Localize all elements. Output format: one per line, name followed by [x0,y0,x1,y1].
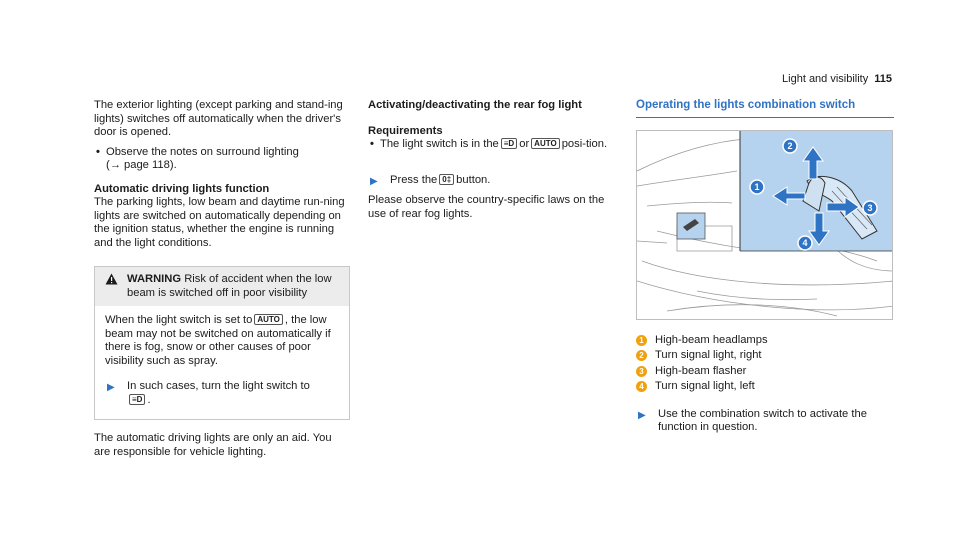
callout-4-label: 4 [802,237,808,248]
warning-body-text-2: , the low beam may not be switched on automatically if there is fog, snow or other causes of poor visibility such as spray. [105,314,331,367]
auto-symbol-icon: AUTO [254,314,283,325]
press-text-end: button. [456,173,491,186]
section-title: Light and visibility [782,73,869,85]
legend-label: Turn signal light, right [655,349,762,361]
requirement-text: The light switch is in the [380,138,499,150]
action-text: In such cases, turn the light switch to [127,380,310,392]
closing-paragraph: The automatic driving lights are only an aid. You are responsible for vehicle lighting. [94,432,332,458]
lowbeam-symbol-icon: ≡D [129,394,145,405]
list-item [636,334,894,348]
play-arrow-icon: ▶ [638,409,646,421]
column-left [94,99,350,465]
callout-1-label: 1 [754,181,760,192]
action-step [636,408,894,435]
action-step: ▶ In such cases, turn the light switch to ≡D . [107,380,310,406]
action-step [368,174,620,189]
bullet-text: Observe the notes on surround lighting [106,145,299,158]
figure-legend [636,334,894,394]
bullet-icon: • [96,145,100,158]
requirement-text-end: posi-tion. [561,138,608,150]
fog-light-symbol-icon: 0‡ [439,174,454,185]
warning-header [95,267,349,306]
list-item [636,380,894,394]
warning-body-text: When the light switch is set to [105,314,253,326]
list-item [636,349,894,363]
play-arrow-icon: ▶ [107,382,115,393]
legend-label: High-beam flasher [655,364,747,377]
legend-label: High-beam headlamps [655,333,768,346]
auto-symbol-icon: AUTO [531,138,560,149]
callout-2-label: 2 [787,140,793,151]
warning-box [94,266,350,420]
callout-3-label: 3 [867,202,873,213]
bullet-icon: • [370,138,374,150]
warning-text: Risk of accident when the low beam is switched off in poor visibility [127,273,332,299]
list-item [368,138,620,152]
press-text: Press the [390,173,438,186]
warning-title: WARNING [127,273,182,285]
requirements-label: Requirements [368,124,443,137]
page-number: 115 [874,73,892,85]
combination-switch-figure [636,130,893,320]
warning-triangle-icon [105,273,127,300]
intro-paragraph: The exterior lighting (except parking and stand-ing lights) switches off automatically when the driver's door is opened. [94,99,343,138]
page-header [782,73,892,87]
fog-note-paragraph: Please observe the country-specific laws on the use of rear fog lights. [368,194,605,220]
callout-badge: 3 [636,366,647,377]
play-arrow-icon: ▶ [370,175,378,187]
column-middle [368,99,620,227]
callout-badge: 2 [636,350,647,361]
callout-badge: 1 [636,335,647,346]
page-reference-link[interactable]: (→ page 118). [106,159,177,171]
callout-badge: 4 [636,381,647,392]
column-right [636,99,894,441]
lowbeam-symbol-icon: ≡D [501,138,517,149]
list-item [636,365,894,379]
subheading: Automatic driving lights function [94,182,270,195]
fog-light-heading: Activating/deactivating the rear fog light [368,99,582,111]
combination-switch-action: Use the combination switch to activate the function in question. [658,407,867,433]
legend-label: Turn signal light, left [655,380,755,392]
warning-body [95,306,349,419]
list-item [94,146,350,173]
auto-lights-paragraph: The parking lights, low beam and daytime run-ning lights are switched on automatically depending on the ignition status, whether the engine is running and the light conditions. [94,196,345,249]
combination-switch-heading: Operating the lights combination switch [636,99,894,118]
requirement-or: or [519,138,530,150]
